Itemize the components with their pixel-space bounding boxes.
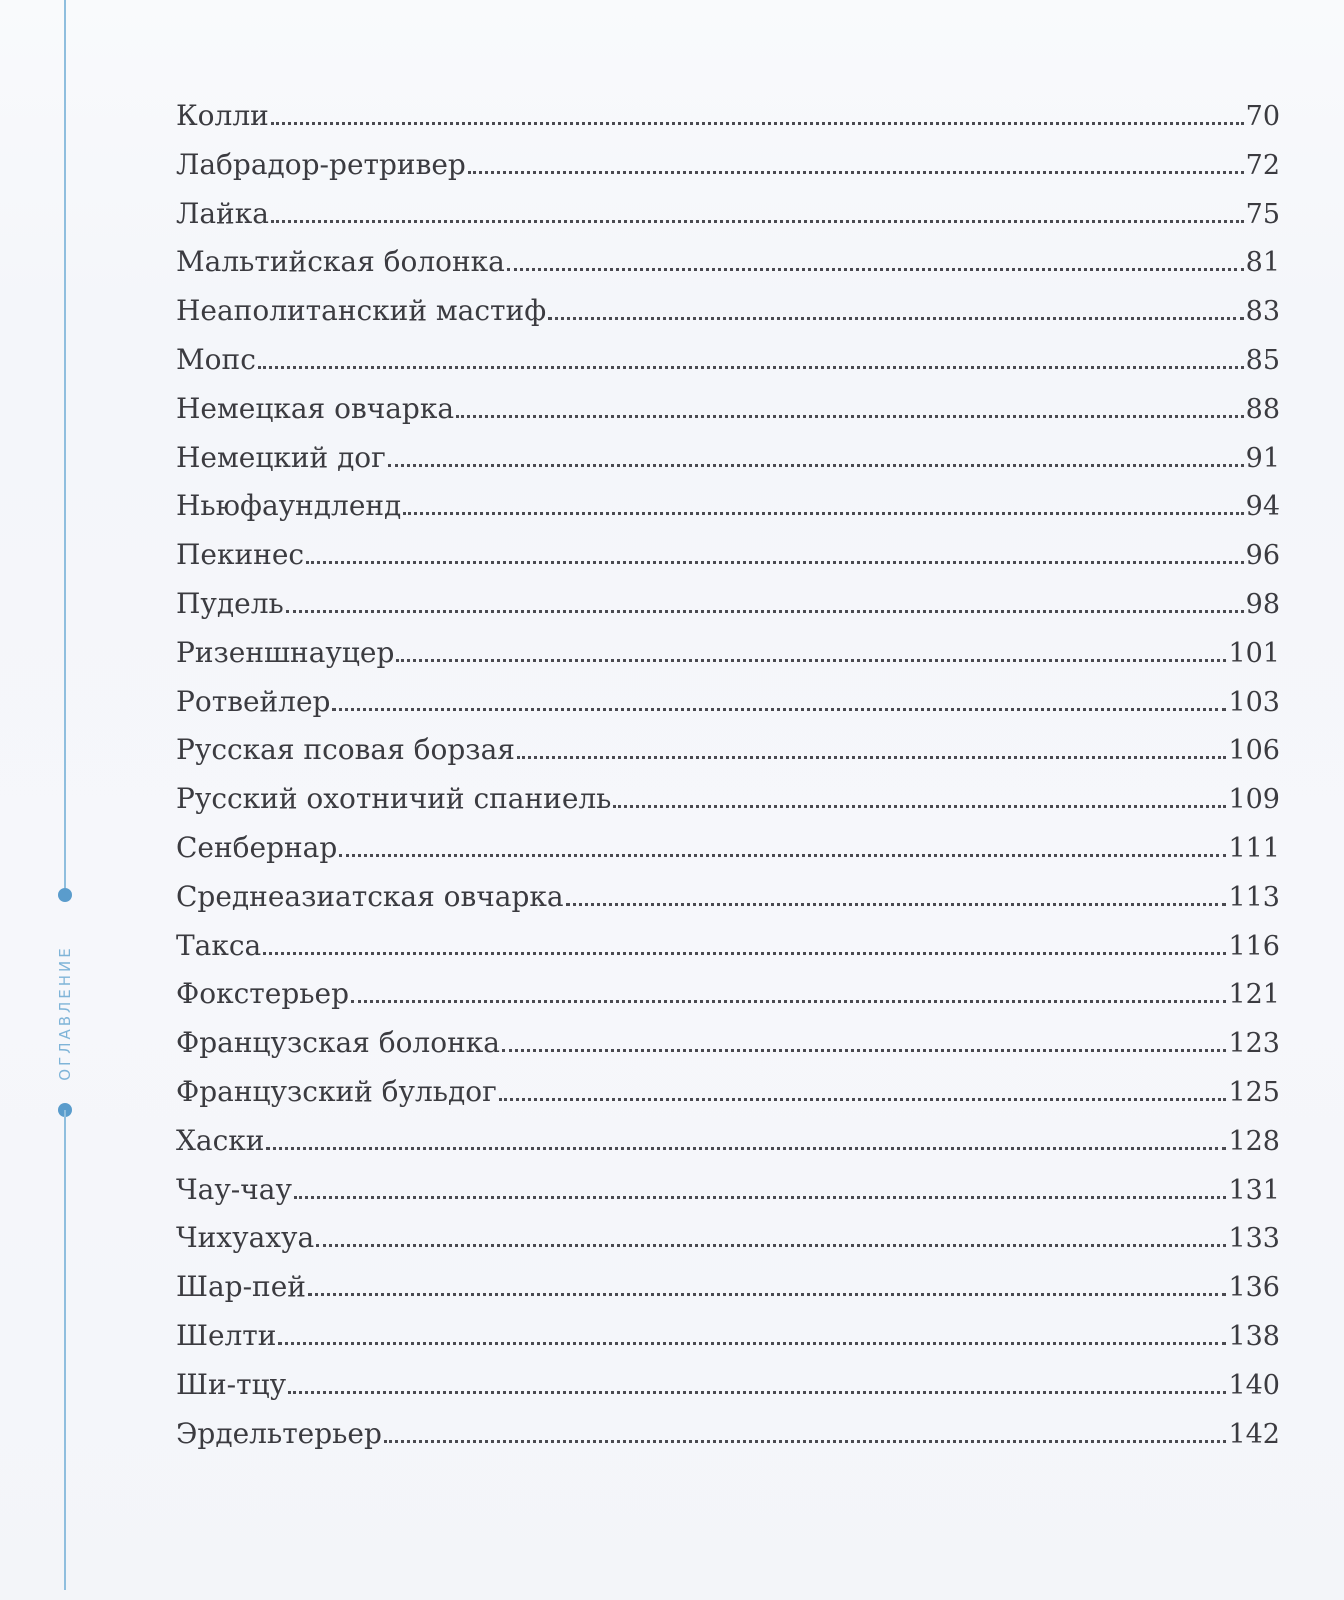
- toc-entry-title: Ши-тцу: [176, 1367, 287, 1401]
- dot-leader: [566, 903, 1227, 906]
- toc-entry-page-number: 75: [1245, 198, 1280, 230]
- dot-leader: [502, 1049, 1227, 1052]
- toc-entry-page-number: 94: [1245, 491, 1280, 523]
- toc-entry-title: Лабрадор-ретривер: [176, 147, 466, 181]
- toc-entry[interactable]: [176, 1166, 1280, 1215]
- toc-entry-page-number: 101: [1228, 637, 1280, 669]
- dot-leader: [351, 1000, 1226, 1003]
- dot-leader: [271, 122, 1244, 125]
- toc-entry-page-number: 138: [1228, 1320, 1280, 1352]
- dot-leader: [396, 659, 1226, 662]
- toc-entry-title: Ризеншнауцер: [176, 635, 395, 669]
- dot-leader: [278, 1342, 1226, 1345]
- toc-entry[interactable]: [176, 141, 1280, 190]
- toc-entry[interactable]: [176, 678, 1280, 727]
- dot-leader: [456, 415, 1244, 418]
- toc-entry-title: Французский бульдог: [176, 1074, 497, 1108]
- toc-entry-title: Французская болонка: [176, 1026, 500, 1060]
- toc-entry-page-number: 121: [1228, 979, 1280, 1011]
- dot-leader: [468, 171, 1244, 174]
- toc-entry[interactable]: [176, 1068, 1280, 1117]
- toc-entry-page-number: 85: [1245, 344, 1280, 376]
- toc-entry-page-number: 142: [1228, 1418, 1280, 1450]
- toc-entry-title: Колли: [176, 99, 269, 132]
- toc-entry[interactable]: [176, 970, 1280, 1019]
- toc-entry-page-number: 72: [1245, 149, 1280, 181]
- toc-entry[interactable]: [176, 92, 1280, 141]
- toc-entry-title: Мальтийская болонка: [176, 245, 505, 279]
- dot-leader: [517, 756, 1227, 759]
- dot-leader: [263, 952, 1226, 955]
- toc-entry[interactable]: [176, 482, 1280, 531]
- toc-entry[interactable]: [176, 1117, 1280, 1166]
- toc-entry-page-number: 106: [1228, 735, 1280, 767]
- toc-entry-title: Сенбернар: [176, 830, 338, 864]
- toc-entry-page-number: 91: [1245, 442, 1280, 474]
- toc-entry-page-number: 123: [1228, 1028, 1280, 1060]
- toc-entry-page-number: 98: [1245, 588, 1280, 620]
- toc-entry-title: Шелти: [176, 1318, 277, 1352]
- toc-entry[interactable]: [176, 1214, 1280, 1263]
- toc-entry-title: Шар-пей: [176, 1270, 306, 1304]
- toc-entry[interactable]: [176, 434, 1280, 483]
- toc-entry[interactable]: [176, 238, 1280, 287]
- toc-entry-title: Лайка: [176, 196, 269, 230]
- sidebar-rule-bottom: [64, 1110, 66, 1590]
- toc-entry-page-number: 125: [1228, 1076, 1280, 1108]
- sidebar-section-label-text: ОГЛАВЛЕНИЕ: [56, 945, 74, 1081]
- dot-leader: [403, 512, 1243, 515]
- toc-entry[interactable]: [176, 824, 1280, 873]
- toc-entry-title: Такса: [176, 928, 262, 962]
- dot-leader: [286, 610, 1244, 613]
- toc-entry-page-number: 131: [1228, 1174, 1280, 1206]
- toc-entry[interactable]: [176, 336, 1280, 385]
- toc-entry-page-number: 70: [1245, 101, 1280, 132]
- toc-entry[interactable]: [176, 922, 1280, 971]
- toc-entry-title: Русский охотничий спаниель: [176, 782, 612, 816]
- toc-entry[interactable]: [176, 385, 1280, 434]
- dot-leader: [339, 854, 1226, 857]
- toc-entry[interactable]: [176, 726, 1280, 775]
- toc-entry-page-number: 140: [1228, 1369, 1280, 1401]
- toc-entry[interactable]: [176, 287, 1280, 336]
- toc-entry-page-number: 133: [1228, 1223, 1280, 1255]
- toc-entry-page-number: 88: [1245, 393, 1280, 425]
- dot-leader: [613, 805, 1226, 808]
- toc-entry[interactable]: [176, 775, 1280, 824]
- sidebar-rule-top: [64, 0, 66, 888]
- toc-entry-page-number: 109: [1228, 784, 1280, 816]
- toc-entry-page-number: 96: [1245, 540, 1280, 572]
- toc-entry-title: Ньюфаундленд: [176, 489, 402, 523]
- dot-leader: [316, 1244, 1226, 1247]
- toc-entry[interactable]: [176, 1263, 1280, 1312]
- toc-entry-title: Неаполитанский мастиф: [176, 294, 547, 328]
- toc-entry-page-number: 116: [1228, 930, 1280, 962]
- toc-entry[interactable]: [176, 1410, 1280, 1459]
- sidebar-dot-top-icon: [58, 888, 72, 902]
- toc-entry-page-number: 136: [1228, 1272, 1280, 1304]
- dot-leader: [332, 708, 1226, 711]
- dot-leader: [271, 220, 1244, 223]
- toc-entry-title: Пекинес: [176, 538, 305, 572]
- toc-entry-page-number: 103: [1228, 686, 1280, 718]
- toc-entry[interactable]: [176, 629, 1280, 678]
- dot-leader: [258, 366, 1244, 369]
- dot-leader: [294, 1196, 1227, 1199]
- dot-leader: [507, 268, 1244, 271]
- dot-leader: [308, 1293, 1227, 1296]
- toc-entry-page-number: 111: [1228, 832, 1280, 864]
- toc-entry-page-number: 81: [1245, 247, 1280, 279]
- toc-entry-title: Чау-чау: [176, 1172, 292, 1206]
- dot-leader: [384, 1440, 1227, 1443]
- dot-leader: [548, 317, 1244, 320]
- toc-entry-title: Среднеазиатская овчарка: [176, 879, 564, 913]
- table-of-contents: [176, 92, 1280, 1458]
- dot-leader: [266, 1147, 1226, 1150]
- toc-entry-title: Немецкий дог: [176, 440, 386, 474]
- toc-entry-page-number: 113: [1228, 881, 1280, 913]
- toc-entry[interactable]: [176, 1312, 1280, 1361]
- toc-entry-title: Хаски: [176, 1123, 265, 1157]
- toc-entry[interactable]: [176, 873, 1280, 922]
- sidebar-section-label: [52, 945, 78, 1081]
- toc-entry[interactable]: [176, 580, 1280, 629]
- toc-entry-title: Немецкая овчарка: [176, 391, 455, 425]
- toc-entry-title: Эрдельтерьер: [176, 1416, 382, 1450]
- toc-entry-title: Пудель: [176, 586, 284, 620]
- toc-entry-page-number: 83: [1245, 296, 1280, 328]
- dot-leader: [388, 464, 1244, 467]
- toc-entry-title: Фокстерьер: [176, 977, 350, 1011]
- toc-entry[interactable]: [176, 190, 1280, 239]
- dot-leader: [499, 1098, 1227, 1101]
- toc-entry-title: Чихуахуа: [176, 1221, 315, 1255]
- toc-entry-page-number: 128: [1228, 1125, 1280, 1157]
- toc-entry[interactable]: [176, 1361, 1280, 1410]
- toc-entry-title: Мопс: [176, 342, 256, 376]
- toc-entry-title: Ротвейлер: [176, 684, 331, 718]
- toc-entry[interactable]: [176, 1019, 1280, 1068]
- toc-entry-title: Русская псовая борзая: [176, 733, 515, 767]
- dot-leader: [288, 1391, 1226, 1394]
- dot-leader: [306, 561, 1244, 564]
- toc-entry[interactable]: [176, 531, 1280, 580]
